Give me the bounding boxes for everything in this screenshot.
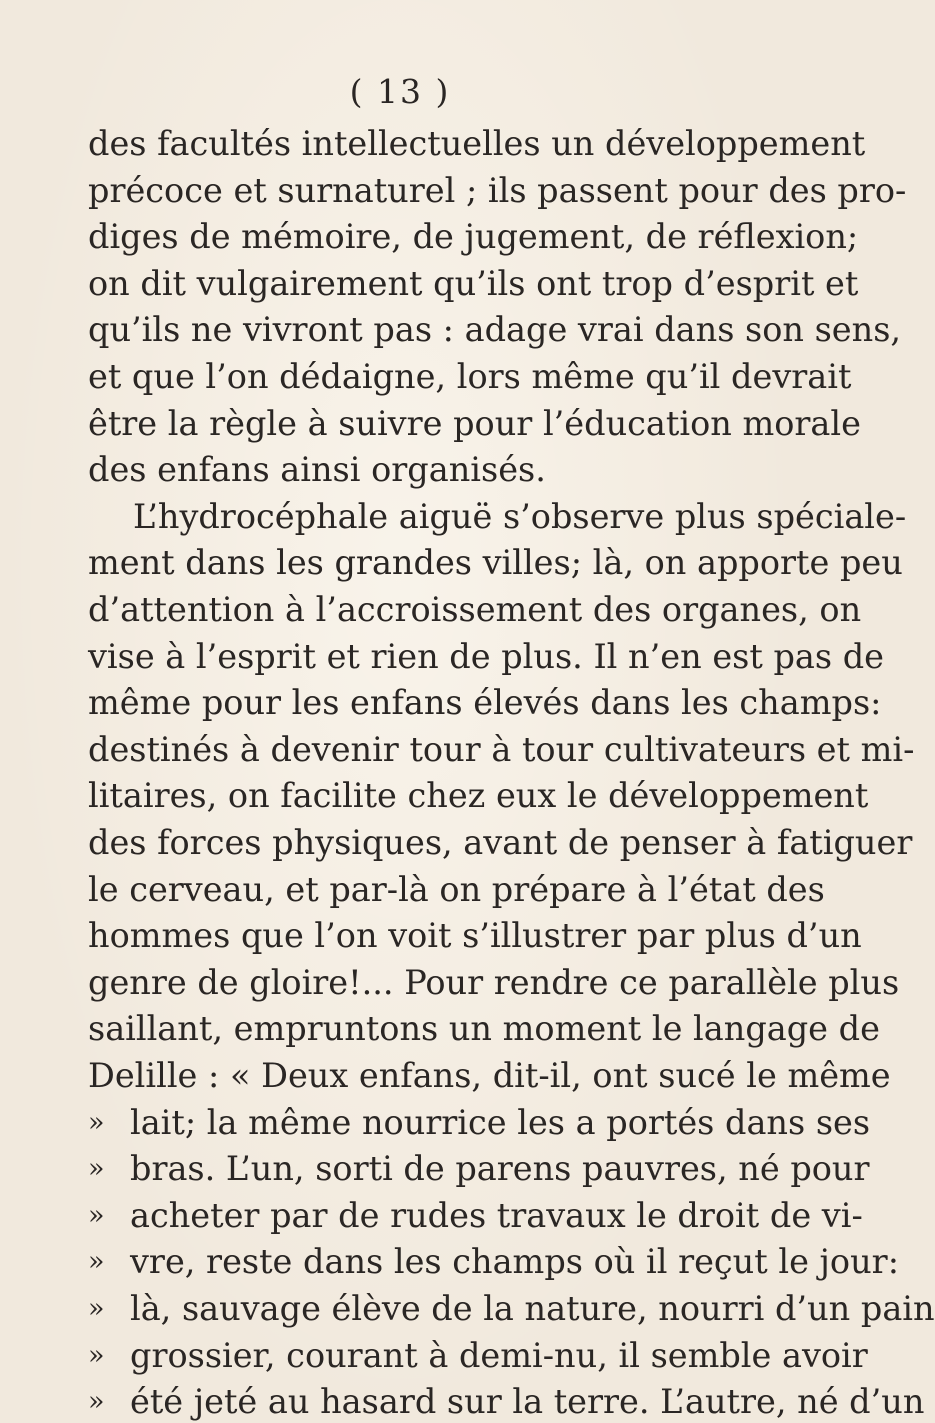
text-line: saillant, empruntons un moment le langage de (88, 1009, 880, 1049)
page-number: ( 13 ) (349, 72, 451, 111)
text-line: des enfans ainsi organisés. (88, 450, 546, 490)
guillemet-mark: » (88, 1293, 105, 1324)
text-line: être la règle à suivre pour l’éducation morale (88, 403, 861, 443)
text-line: destinés à devenir tour à tour cultivateurs et mi- (88, 729, 915, 769)
text-line: vise à l’esprit et rien de plus. Il n’en est pas de (88, 636, 884, 676)
text-line: diges de mémoire, de jugement, de réflexion; (88, 217, 859, 257)
text-line: même pour les enfans élevés dans les champs: (88, 683, 882, 723)
guillemet-mark: » (88, 1153, 105, 1185)
text-line: des forces physiques, avant de penser à fatiguer (88, 823, 913, 862)
text-line: le cerveau, et par-là on prépare à l’état des (88, 869, 825, 909)
text-line: ment dans les grandes villes; là, on apporte peu (88, 543, 903, 583)
text-line: L’hydrocéphale aiguë s’observe plus spéciale- (133, 496, 907, 536)
quote-line (88, 1149, 870, 1189)
quote-line (88, 1289, 935, 1329)
quote-text: acheter par de rudes travaux le droit de vi- (130, 1195, 863, 1235)
quote-text: été jeté au hasard sur la terre. L’autre, né d’un (130, 1382, 925, 1422)
quote-line (88, 1242, 899, 1282)
guillemet-mark: » (88, 1246, 105, 1278)
quote-text: lait; la même nourrice les a portés dans ses (130, 1102, 871, 1142)
text-line: et que l’on dédaigne, lors même qu’il devrait (88, 357, 852, 396)
guillemet-mark: » (88, 1386, 105, 1418)
guillemet-mark: » (88, 1106, 105, 1138)
guillemet-mark: » (88, 1199, 105, 1231)
quote-line (88, 1335, 868, 1376)
text-line: genre de gloire!... Pour rendre ce parallèle plus (88, 962, 900, 1002)
text-line: précoce et surnaturel ; ils passent pour des pro- (88, 170, 907, 210)
quote-text: là, sauvage élève de la nature, nourri d’un pain (130, 1289, 935, 1328)
quote-line (88, 1195, 863, 1236)
quote-text: grossier, courant à demi-nu, il semble avoir (130, 1335, 868, 1375)
text-line: litaires, on facilite chez eux le développement (88, 776, 869, 816)
text-line: on dit vulgairement qu’ils ont trop d’esprit et (88, 263, 859, 303)
guillemet-mark: » (88, 1339, 105, 1371)
text-line: Delille : « Deux enfans, dit-il, ont sucé le même (88, 1056, 891, 1095)
text-line: d’attention à l’accroissement des organes, on (88, 590, 862, 629)
quote-text: vre, reste dans les champs où il reçut le jour: (130, 1242, 899, 1282)
text-line: hommes que l’on voit s’illustrer par plus d’un (88, 916, 862, 956)
quote-line (88, 1102, 871, 1143)
quote-line (88, 1382, 925, 1422)
text-line: qu’ils ne vivront pas : adage vrai dans son sens, (88, 310, 902, 350)
text-line: des facultés intellectuelles un développement (88, 124, 866, 163)
quote-text: bras. L’un, sorti de parens pauvres, né pour (130, 1149, 870, 1189)
